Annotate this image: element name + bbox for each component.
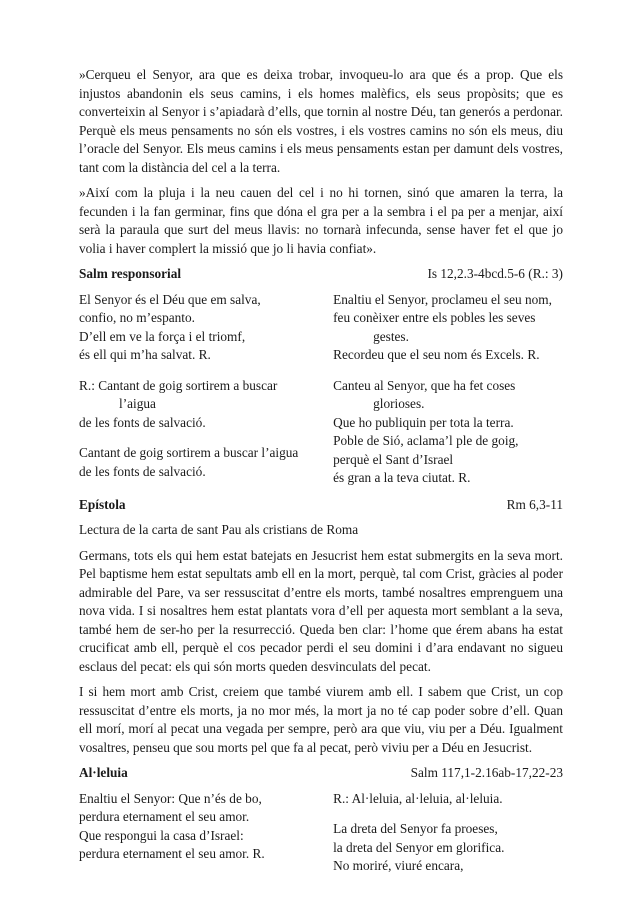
verse-line: perdura eternament el seu amor.	[79, 809, 250, 824]
epistle-paragraph: I si hem mort amb Crist, creiem que també viurem amb ell. I sabem que Crist, un cop ressuscitat d’entre els morts, ja no mor més, la mort ja no té cap poder sobre d’ell. Quan ell morí, morí al pecat una vegada per sempre, però ara que viu, viu per a Déu. Igualment vosaltres, penseu que sou morts pel que fa al pecat, però viviu per a Déu en Jesucrist.	[79, 684, 563, 755]
verse-line: glorioses.	[373, 396, 425, 411]
verse-line: gestes.	[373, 328, 409, 344]
verse-line: D’ell em ve la força i el triomf,	[79, 328, 246, 344]
alleluia-reference: Salm 117,1-2.16ab-17,22-23	[410, 765, 563, 780]
verse-line: Canteu al Senyor, que ha fet coses	[333, 377, 516, 393]
alleluia-heading	[79, 764, 563, 783]
psalm-columns	[79, 291, 563, 488]
response-line: R.: Cantant de goig sortirem a buscar	[79, 377, 278, 393]
verse-line: No moriré, viuré encara,	[333, 858, 464, 873]
epistle-heading	[79, 496, 563, 515]
verse-line: Que ho publiquin per tota la terra.	[333, 414, 514, 430]
alleluia-right-column	[333, 790, 563, 876]
psalm-heading	[79, 265, 563, 284]
verse-line: perquè el Sant d’Israel	[333, 451, 454, 467]
verse-line: El Senyor és el Déu que em salva,	[79, 291, 261, 307]
liturgy-page	[79, 66, 563, 876]
epistle-reference: Rm 6,3-11	[506, 496, 563, 512]
response-line: Cantant de goig sortirem a buscar l’aigua	[79, 445, 299, 460]
response-line: R.: Al·leluia, al·leluia, al·leluia.	[333, 790, 503, 806]
response-line: de les fonts de salvació.	[79, 463, 206, 479]
alleluia-title: Al·leluia	[79, 765, 128, 780]
alleluia-left-column	[79, 790, 309, 876]
epistle-paragraph: Germans, tots els qui hem estat batejats en Jesucrist hem estat submergits en la seva mort. Pel baptisme hem estat sepultats amb ell en la mort, perquè, tal com Crist, gràcies al poder admirable del Pare, va ser ressuscitat d’entre els morts, també nosaltres emprenguem una nova vida. I si nosaltres hem estat plantats vora d’ell per aquesta mort semblant a la seva, també hem de ser-ho per la resurrecció. Queda ben clar: l’home que érem abans ha estat crucificat amb ell, perquè el cos pecador perdi el seu domini i d’ara endavant no sigueu esclaus del pecat: els qui són morts queden desvinculats del pecat.	[79, 547, 563, 674]
verse-line: La dreta del Senyor fa proeses,	[333, 821, 498, 836]
verse-line: és gran a la teva ciutat. R.	[333, 470, 471, 485]
verse-line: la dreta del Senyor em glorifica.	[333, 839, 505, 855]
verse-line: Enaltiu el Senyor: Que n’és de bo,	[79, 790, 262, 806]
verse-line: Poble de Sió, aclama’l ple de goig,	[333, 433, 519, 448]
verse-line: és ell qui m’ha salvat. R.	[79, 347, 211, 362]
verse-line: Que respongui la casa d’Israel:	[79, 827, 244, 843]
response-line: de les fonts de salvació.	[79, 414, 206, 430]
reading-paragraph: »Així com la pluja i la neu cauen del cel i no hi tornen, sinó que amaren la terra, la fecunden i la fan germinar, fins que dóna el gra per a la sembra i el pa per a menjar, així serà la paraula que surt del meus llavis: no tornarà infecunda, sense haver fet el que jo volia i haver complert la missió que jo li havia confiat».	[79, 185, 563, 256]
psalm-reference: Is 12,2.3-4bcd.5-6 (R.: 3)	[427, 266, 563, 281]
response-line: l’aigua	[119, 396, 156, 411]
verse-line: confio, no m’espanto.	[79, 310, 195, 325]
alleluia-columns	[79, 790, 563, 876]
verse-line: feu conèixer entre els pobles les seves	[333, 310, 536, 325]
verse-line: Enaltiu el Senyor, proclameu el seu nom,	[333, 291, 552, 307]
psalm-right-column	[333, 291, 563, 488]
epistle-intro: Lectura de la carta de sant Pau als cristians de Roma	[79, 522, 359, 537]
psalm-title: Salm responsorial	[79, 266, 182, 281]
verse-line: perdura eternament el seu amor. R.	[79, 846, 265, 861]
verse-line: Recordeu que el seu nom és Excels. R.	[333, 347, 540, 362]
psalm-left-column	[79, 291, 309, 488]
reading-paragraph: »Cerqueu el Senyor, ara que es deixa trobar, invoqueu-lo ara que és a prop. Que els injustos abandonin els seus camins, i els homes malèfics, els seus propòsits; que es converteixin al Senyor i s’apiadarà d’ells, que tornin al nostre Déu, tan generós a perdonar. Perquè els meus pensaments no són els vostres, i els vostres camins no són els meus, diu l’oracle del Senyor. Els meus camins i els meus pensaments estan per damunt dels vostres, tant com la distància del cel a la terra.	[79, 67, 563, 175]
epistle-title: Epístola	[79, 496, 126, 512]
